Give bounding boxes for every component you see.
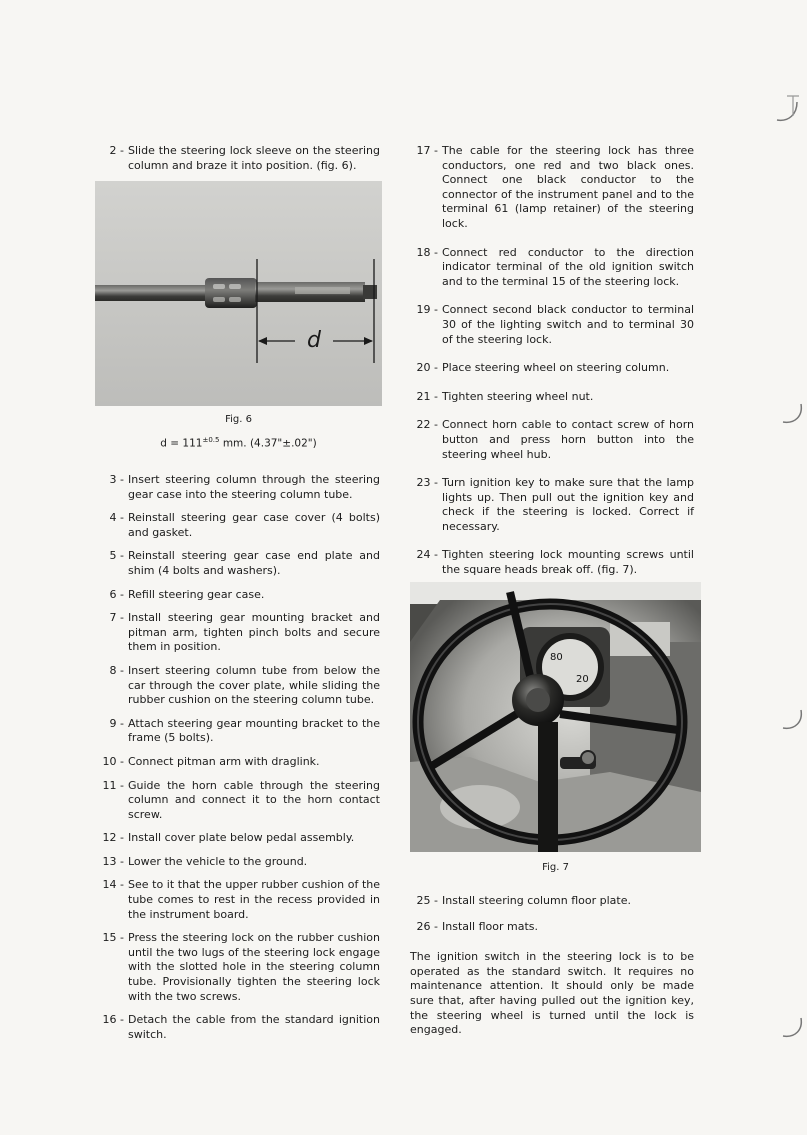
step-text: Lower the vehicle to the ground. [128,854,308,868]
step-number: 26 - [416,919,438,933]
step-number: 14 - [102,878,124,892]
step-18 [410,246,694,290]
step-text: Install cover plate below pedal assembly. [128,831,355,845]
step-number: 6 - [109,587,124,601]
step-text: Guide the horn cable through the steering column and connect it to the horn contact screw. [128,778,380,821]
step-17 [410,144,694,232]
step-7 [100,611,380,655]
steering-column-illustration [95,181,382,406]
figure-7-caption: Fig. 7 [542,862,569,873]
step-number: 11 - [102,778,124,792]
step-24 [410,548,694,577]
step-number: 7 - [109,611,124,625]
step-25 [410,894,694,909]
step-number: 23 - [416,476,438,490]
step-number: 15 - [102,931,124,945]
step-number: 19 - [416,303,438,317]
step-number: 10 - [102,754,124,768]
step-text: Insert steering column tube from below the car through the cover plate, while sliding the rubber cushion on the steering column tube. [128,663,380,707]
gauge-label-right: 20 [576,674,589,685]
step-number: 8 - [109,663,124,677]
step-number: 25 - [416,894,438,907]
step-11 [100,779,380,823]
step-5 [100,549,380,578]
step-9 [100,717,380,746]
step-number: 4 - [109,511,124,525]
formula-tolerance: ±0.5 [202,436,220,444]
step-6 [100,588,380,603]
step-14 [100,878,380,922]
step-number: 21 - [416,389,438,403]
step-number: 5 - [109,549,124,563]
dimension-formula [95,436,382,450]
step-8 [100,664,380,708]
step-20 [410,361,694,376]
step-3 [100,473,380,502]
step-text: Install steering gear mounting bracket and pitman arm, tighten pinch bolts and secure them in position. [128,611,380,654]
step-text: Reinstall steering gear case end plate and shim (4 bolts and washers). [128,549,380,577]
binder-hole-mark [777,706,807,736]
binder-hole-mark [777,1014,807,1044]
step-text: Place steering wheel on steering column. [442,361,670,375]
step-16 [100,1013,380,1042]
step-26 [410,920,694,935]
left-column-top [100,144,380,182]
step-text: Reinstall steering gear case cover (4 bolts) and gasket. [128,511,380,539]
figure-6-caption: Fig. 6 [225,414,252,425]
binder-hole-mark [767,92,807,128]
step-21 [410,390,694,405]
step-number: 20 - [416,361,438,375]
step-text: Connect horn cable to contact screw of horn button and press horn button into the steering wheel hub. [442,418,694,461]
step-number: 12 - [102,831,124,845]
step-text: Insert steering column through the steering gear case into the steering column tube. [128,473,380,501]
step-2 [100,144,380,173]
binder-hole-mark [777,400,807,430]
step-19 [410,303,694,347]
step-number: 13 - [102,854,124,868]
step-text: Connect red conductor to the direction indicator terminal of the old ignition switch and to the terminal 15 of the steering lock. [442,245,694,288]
step-number: 3 - [109,473,124,486]
right-column-steps [410,144,694,587]
figure-6-photo [95,181,382,406]
step-number: 16 - [102,1013,124,1027]
step-number: 18 - [416,245,438,259]
step-text: The cable for the steering lock has three conductors, one red and two black ones. Connect one black conductor to the connector of the instrument panel and to the terminal 61 (lamp retainer) of the steering lock. [442,144,694,230]
step-12 [100,831,380,846]
step-number: 24 - [416,548,438,562]
left-column-steps [100,473,380,1051]
step-number: 17 - [416,144,438,157]
step-text: Press the steering lock on the rubber cushion until the two lugs of the steering lock engage with the slotted hole in the steering column tube. Provisionally tighten the steering lock with the two screws. [128,931,380,1003]
formula-main: d = 111 [160,437,203,450]
step-15 [100,931,380,1004]
formula-unit: mm. (4.37"±.02") [222,437,317,450]
step-text: See to it that the upper rubber cushion of the tube comes to rest in the recess provided in the instrument board. [128,878,380,921]
step-number: 22 - [416,418,438,432]
steering-wheel-illustration [410,582,701,852]
step-text: Connect pitman arm with draglink. [128,754,320,768]
step-22 [410,418,694,462]
figure-7-photo [410,582,701,852]
gauge-label-left: 80 [550,652,563,663]
step-10 [100,755,380,770]
right-column-bottom [410,894,694,1038]
step-text: Tighten steering wheel nut. [442,389,594,403]
step-number: 9 - [109,716,124,730]
step-text: Detach the cable from the standard ignition switch. [128,1013,380,1041]
step-text: Install steering column floor plate. [442,894,631,907]
step-text: Turn ignition key to make sure that the lamp lights up. Then pull out the ignition key and check if the steering is locked. Correct if necessary. [442,476,694,533]
step-text: Tighten steering lock mounting screws until the square heads break off. (fig. 7). [442,548,694,577]
step-text: Refill steering gear case. [128,587,265,601]
step-text: Attach steering gear mounting bracket to the frame (5 bolts). [128,716,380,745]
dimension-label: d [307,328,321,353]
step-text: Slide the steering lock sleeve on the steering column and braze it into position. (fig. 6). [128,144,380,172]
step-23 [410,476,694,534]
step-text: Connect second black conductor to terminal 30 of the lighting switch and to terminal 30 of the steering lock. [442,303,694,346]
step-number: 2 - [109,144,124,157]
step-text: Install floor mats. [442,919,539,933]
step-4 [100,511,380,540]
step-13 [100,855,380,870]
closing-paragraph: The ignition switch in the steering lock is to be operated as the standard switch. It requires no maintenance attention. It should only be made sure that, after having pulled out the ignition key, the steering wheel is turned until the lock is engaged. [410,950,694,1037]
